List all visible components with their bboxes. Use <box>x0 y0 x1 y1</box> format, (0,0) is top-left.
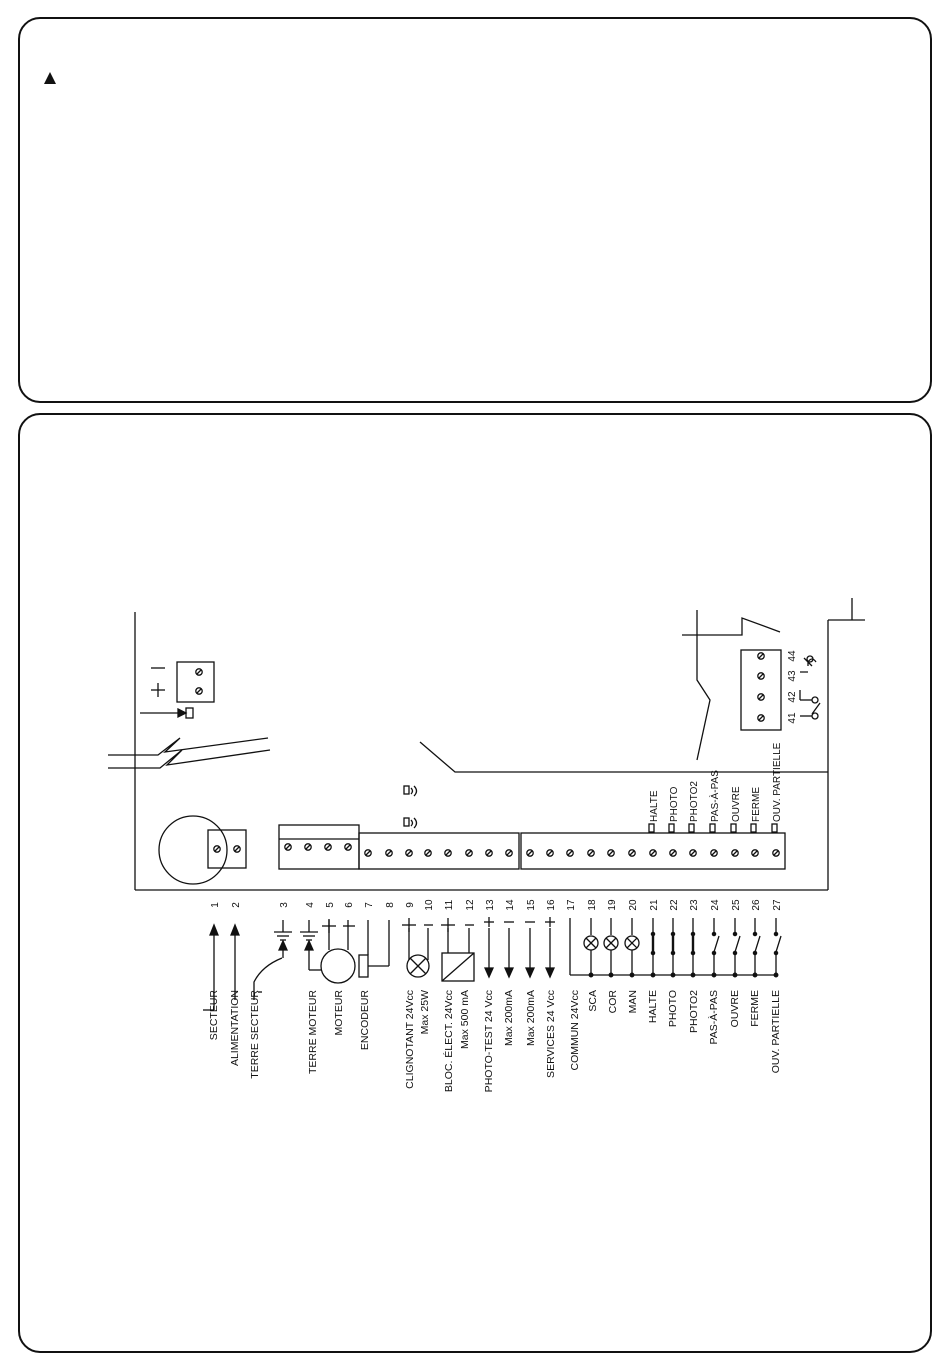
board-input-label: OUV. PARTIELLE <box>772 742 783 822</box>
wire-label: HALTE <box>647 990 659 1024</box>
terminal-number: 20 <box>628 899 639 911</box>
wire-label: ALIMENTATION <box>229 990 241 1067</box>
terminal-number: 9 <box>405 902 416 908</box>
arrow-up-icon <box>210 925 218 935</box>
board-input-label: FERME <box>751 787 762 822</box>
wire-label: SECTEUR <box>208 990 220 1041</box>
terminal-number: 5 <box>325 902 336 908</box>
relay-block <box>741 650 820 730</box>
motor-icon <box>321 949 355 983</box>
terminal-number: 14 <box>505 899 516 911</box>
terminal-number: 26 <box>751 899 762 911</box>
terminal-number: 16 <box>546 899 557 911</box>
wire-label: OUV. PARTIELLE <box>770 990 782 1074</box>
wire-label: TERRE SECTEUR <box>249 990 261 1079</box>
terminal-number: 12 <box>465 899 476 911</box>
terminal-number: 27 <box>772 899 783 911</box>
wire-label: PHOTO-TEST 24 Vcc <box>483 990 495 1093</box>
input-indicator-icon <box>731 824 736 832</box>
terminal-number: 17 <box>566 899 577 911</box>
terminal-number: 13 <box>485 899 496 911</box>
terminal-number: 8 <box>385 902 396 908</box>
terminal-number: 23 <box>689 899 700 911</box>
wire-label: ENCODEUR <box>359 990 371 1051</box>
wire-label: PAS-À-PAS <box>708 990 720 1045</box>
terminal-number: 6 <box>344 902 355 908</box>
wire-label: MAN <box>627 990 639 1014</box>
wire-label: Max 500 mA <box>459 990 471 1049</box>
wire-label: PHOTO2 <box>688 990 700 1033</box>
arrow-up-icon <box>279 941 287 950</box>
terminal-number: 24 <box>710 899 721 911</box>
no-contact-icon <box>755 936 760 952</box>
terminal-number: 22 <box>669 899 680 911</box>
no-contact-icon <box>735 936 740 952</box>
terminal-number: 3 <box>279 902 290 908</box>
wire-label: Max 200mA <box>525 990 537 1047</box>
wire-label: MOTEUR <box>333 990 345 1036</box>
input-indicator-icon <box>689 824 694 832</box>
no-contact-icon <box>776 936 781 952</box>
relay-terminal-number: 41 <box>787 712 798 724</box>
terminal-number: 21 <box>649 899 660 911</box>
board-input-label: PHOTO2 <box>689 781 700 822</box>
earth-icon <box>274 920 292 940</box>
terminal-number: 11 <box>444 899 455 911</box>
terminal-number: 18 <box>587 899 598 911</box>
terminal-number: 10 <box>424 899 435 911</box>
terminal-number: 4 <box>305 902 316 908</box>
board-input-label: PHOTO <box>669 786 680 822</box>
board-outline <box>108 598 865 890</box>
wire-label: FERME <box>749 990 761 1027</box>
board-input-label: HALTE <box>649 790 660 822</box>
arrow-down-icon <box>485 968 493 977</box>
wire-label: COR <box>607 990 619 1014</box>
input-indicator-icon <box>649 824 654 832</box>
mains-block <box>159 816 246 884</box>
terminal-number: 15 <box>526 899 537 911</box>
wire-label: Max 200mA <box>503 990 515 1047</box>
board-input-label: PAS-À-PAS <box>710 770 721 822</box>
terminal-block-7-16 <box>359 833 553 869</box>
wire-label: OUVRE <box>729 990 741 1028</box>
radio-icon <box>404 786 417 828</box>
battery-connector <box>140 662 214 718</box>
no-contact-icon <box>714 936 719 952</box>
arrow-up-icon <box>305 941 313 950</box>
earth-icon <box>300 920 318 940</box>
wire-label: SERVICES 24 Vcc <box>545 990 557 1078</box>
terminal-number: 2 <box>231 902 242 908</box>
wire-label: PHOTO <box>667 990 679 1028</box>
input-indicator-icon <box>710 824 715 832</box>
input-indicator-icon <box>772 824 777 832</box>
relay-terminal-number: 44 <box>787 650 798 662</box>
relay-terminal-number: 42 <box>787 691 798 703</box>
terminal-number: 7 <box>364 902 375 908</box>
arrow-down-icon <box>526 968 534 977</box>
wire-label: Max 25W <box>419 990 431 1035</box>
terminal-block-17-27 <box>521 833 785 869</box>
wire-label: COMMUN 24Vcc <box>569 990 581 1071</box>
board-input-label: OUVRE <box>731 786 742 822</box>
input-indicator-icon <box>751 824 756 832</box>
arrow-down-icon <box>546 968 554 977</box>
terminal-number: 1 <box>210 902 221 908</box>
arrow-down-icon <box>505 968 513 977</box>
wire-label: BLOC. ÉLECT. 24Vcc <box>443 990 455 1093</box>
terminal-block-3-6 <box>279 825 359 869</box>
relay-terminal-number: 43 <box>787 670 798 682</box>
input-indicator-icon <box>669 824 674 832</box>
encoder-icon <box>359 955 368 977</box>
wire-label: TERRE MOTEUR <box>307 990 319 1074</box>
terminal-number: 25 <box>731 899 742 911</box>
wire-label: CLIGNOTANT 24Vcc <box>404 990 416 1089</box>
wire-label: SCA <box>587 990 599 1012</box>
arrow-up-icon <box>231 925 239 935</box>
terminal-number: 19 <box>607 899 618 911</box>
arrow-icon <box>178 709 186 717</box>
